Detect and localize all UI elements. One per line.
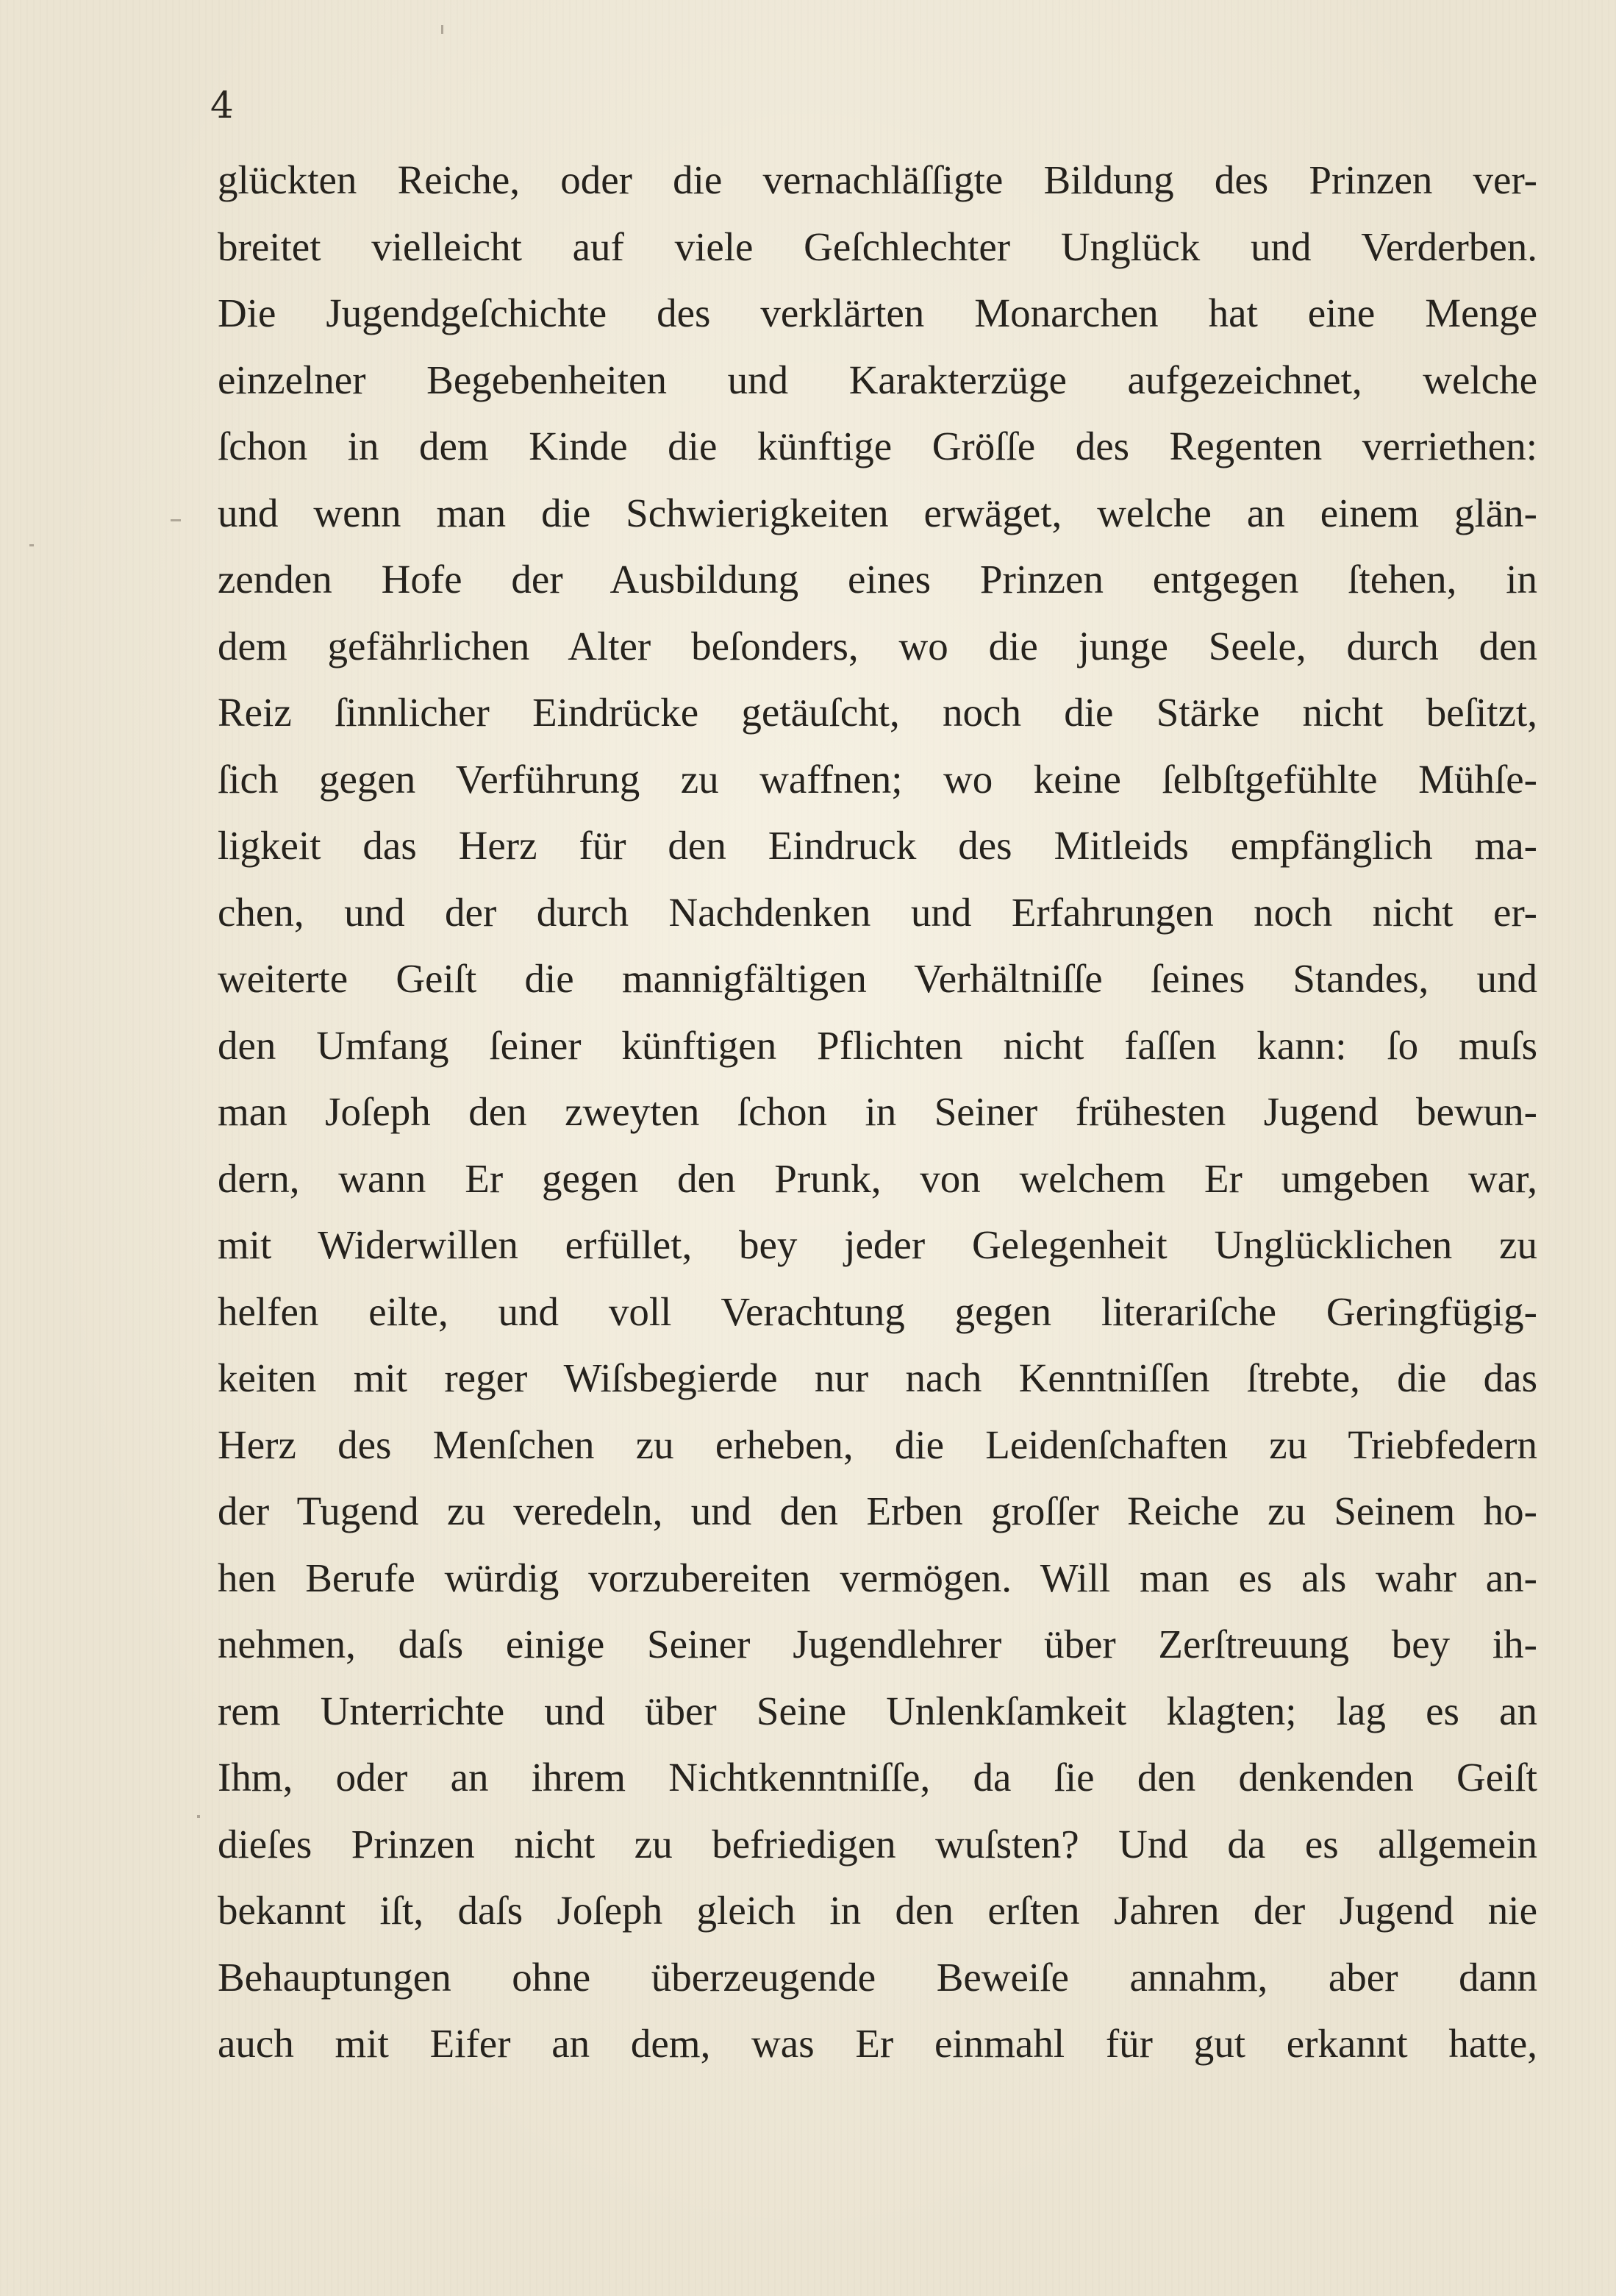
text-line: keiten mit reger Wiſsbegierde nur nach Kenntniſſen ſtrebte, die das (218, 1355, 1537, 1400)
paper-speck (197, 1815, 200, 1818)
text-line: rem Unterrichte und über Seine Unlenkſamkeit klagten; lag es an (218, 1688, 1537, 1733)
text-line: chen, und der durch Nachdenken und Erfahrungen noch nicht er- (218, 889, 1537, 935)
text-line: glückten Reiche, oder die vernachläſſigte Bildung des Prinzen ver- (218, 157, 1537, 202)
text-line: ſich gegen Verführung zu waffnen; wo keine ſelbſtgefühlte Mühſe- (218, 756, 1537, 802)
text-line: nehmen, daſs einige Seiner Jugendlehrer über Zerſtreuung bey ih- (218, 1622, 1537, 1666)
text-line: Behauptungen ohne überzeugende Beweiſe annahm, aber dann (218, 1954, 1537, 2000)
text-line: der Tugend zu veredeln, und den Erben groſſer Reiche zu Seinem ho- (218, 1489, 1537, 1533)
paper-speck (441, 25, 443, 34)
text-line: helfen eilte, und voll Verachtung gegen literariſche Geringfügig- (218, 1288, 1537, 1334)
text-line: weiterte Geiſt die mannigfältigen Verhältniſſe ſeines Standes, und (218, 956, 1537, 1001)
text-line: dern, wann Er gegen den Prunk, von welchem Er umgeben war, (218, 1155, 1537, 1201)
text-line: Reiz ſinnlicher Eindrücke getäuſcht, noch die Stärke nicht beſitzt, (218, 690, 1537, 735)
page-number: 4 (210, 84, 234, 126)
text-line: Herz des Menſchen zu erheben, die Leidenſchaften zu Triebfedern (218, 1422, 1537, 1467)
text-line: hen Berufe würdig vorzubereiten vermögen. Will man es als wahr an- (218, 1555, 1537, 1600)
text-line: man Joſeph den zweyten ſchon in Seiner frühesten Jugend bewun- (218, 1089, 1537, 1134)
text-line: dieſes Prinzen nicht zu befriedigen wuſsten? Und da es allgemein (218, 1821, 1537, 1867)
text-line: Die Jugendgeſchichte des verklärten Monarchen hat eine Menge (218, 290, 1537, 335)
text-line: den Umfang ſeiner künftigen Pflichten nicht faſſen kann: ſo muſs (218, 1022, 1537, 1068)
text-line: ligkeit das Herz für den Eindruck des Mitleids empfänglich ma- (218, 823, 1537, 868)
text-line: bekannt iſt, daſs Joſeph gleich in den erſten Jahren der Jugend nie (218, 1888, 1537, 1933)
paper-speck (171, 519, 181, 521)
text-line: breitet vielleicht auf viele Geſchlechter Unglück und Verderben. (218, 224, 1537, 269)
paper-speck (29, 544, 34, 546)
body-text (218, 147, 1537, 2078)
text-line: und wenn man die Schwierigkeiten erwäget, welche an einem glän- (218, 490, 1537, 535)
text-line: einzelner Begebenheiten und Karakterzüge aufgezeichnet, welche (218, 357, 1537, 402)
text-line: dem gefährlichen Alter beſonders, wo die junge Seele, durch den (218, 623, 1537, 669)
text-line: Ihm, oder an ihrem Nichtkenntniſſe, da ſie den denkenden Geiſt (218, 1755, 1537, 1800)
text-line: ſchon in dem Kinde die künftige Gröſſe des Regenten verriethen: (218, 424, 1537, 468)
text-line: auch mit Eifer an dem, was Er einmahl für gut erkannt hatte, (218, 2021, 1537, 2066)
text-line: zenden Hofe der Ausbildung eines Prinzen entgegen ſtehen, in (218, 557, 1537, 602)
text-line: mit Widerwillen erfüllet, bey jeder Gelegenheit Unglücklichen zu (218, 1222, 1537, 1267)
